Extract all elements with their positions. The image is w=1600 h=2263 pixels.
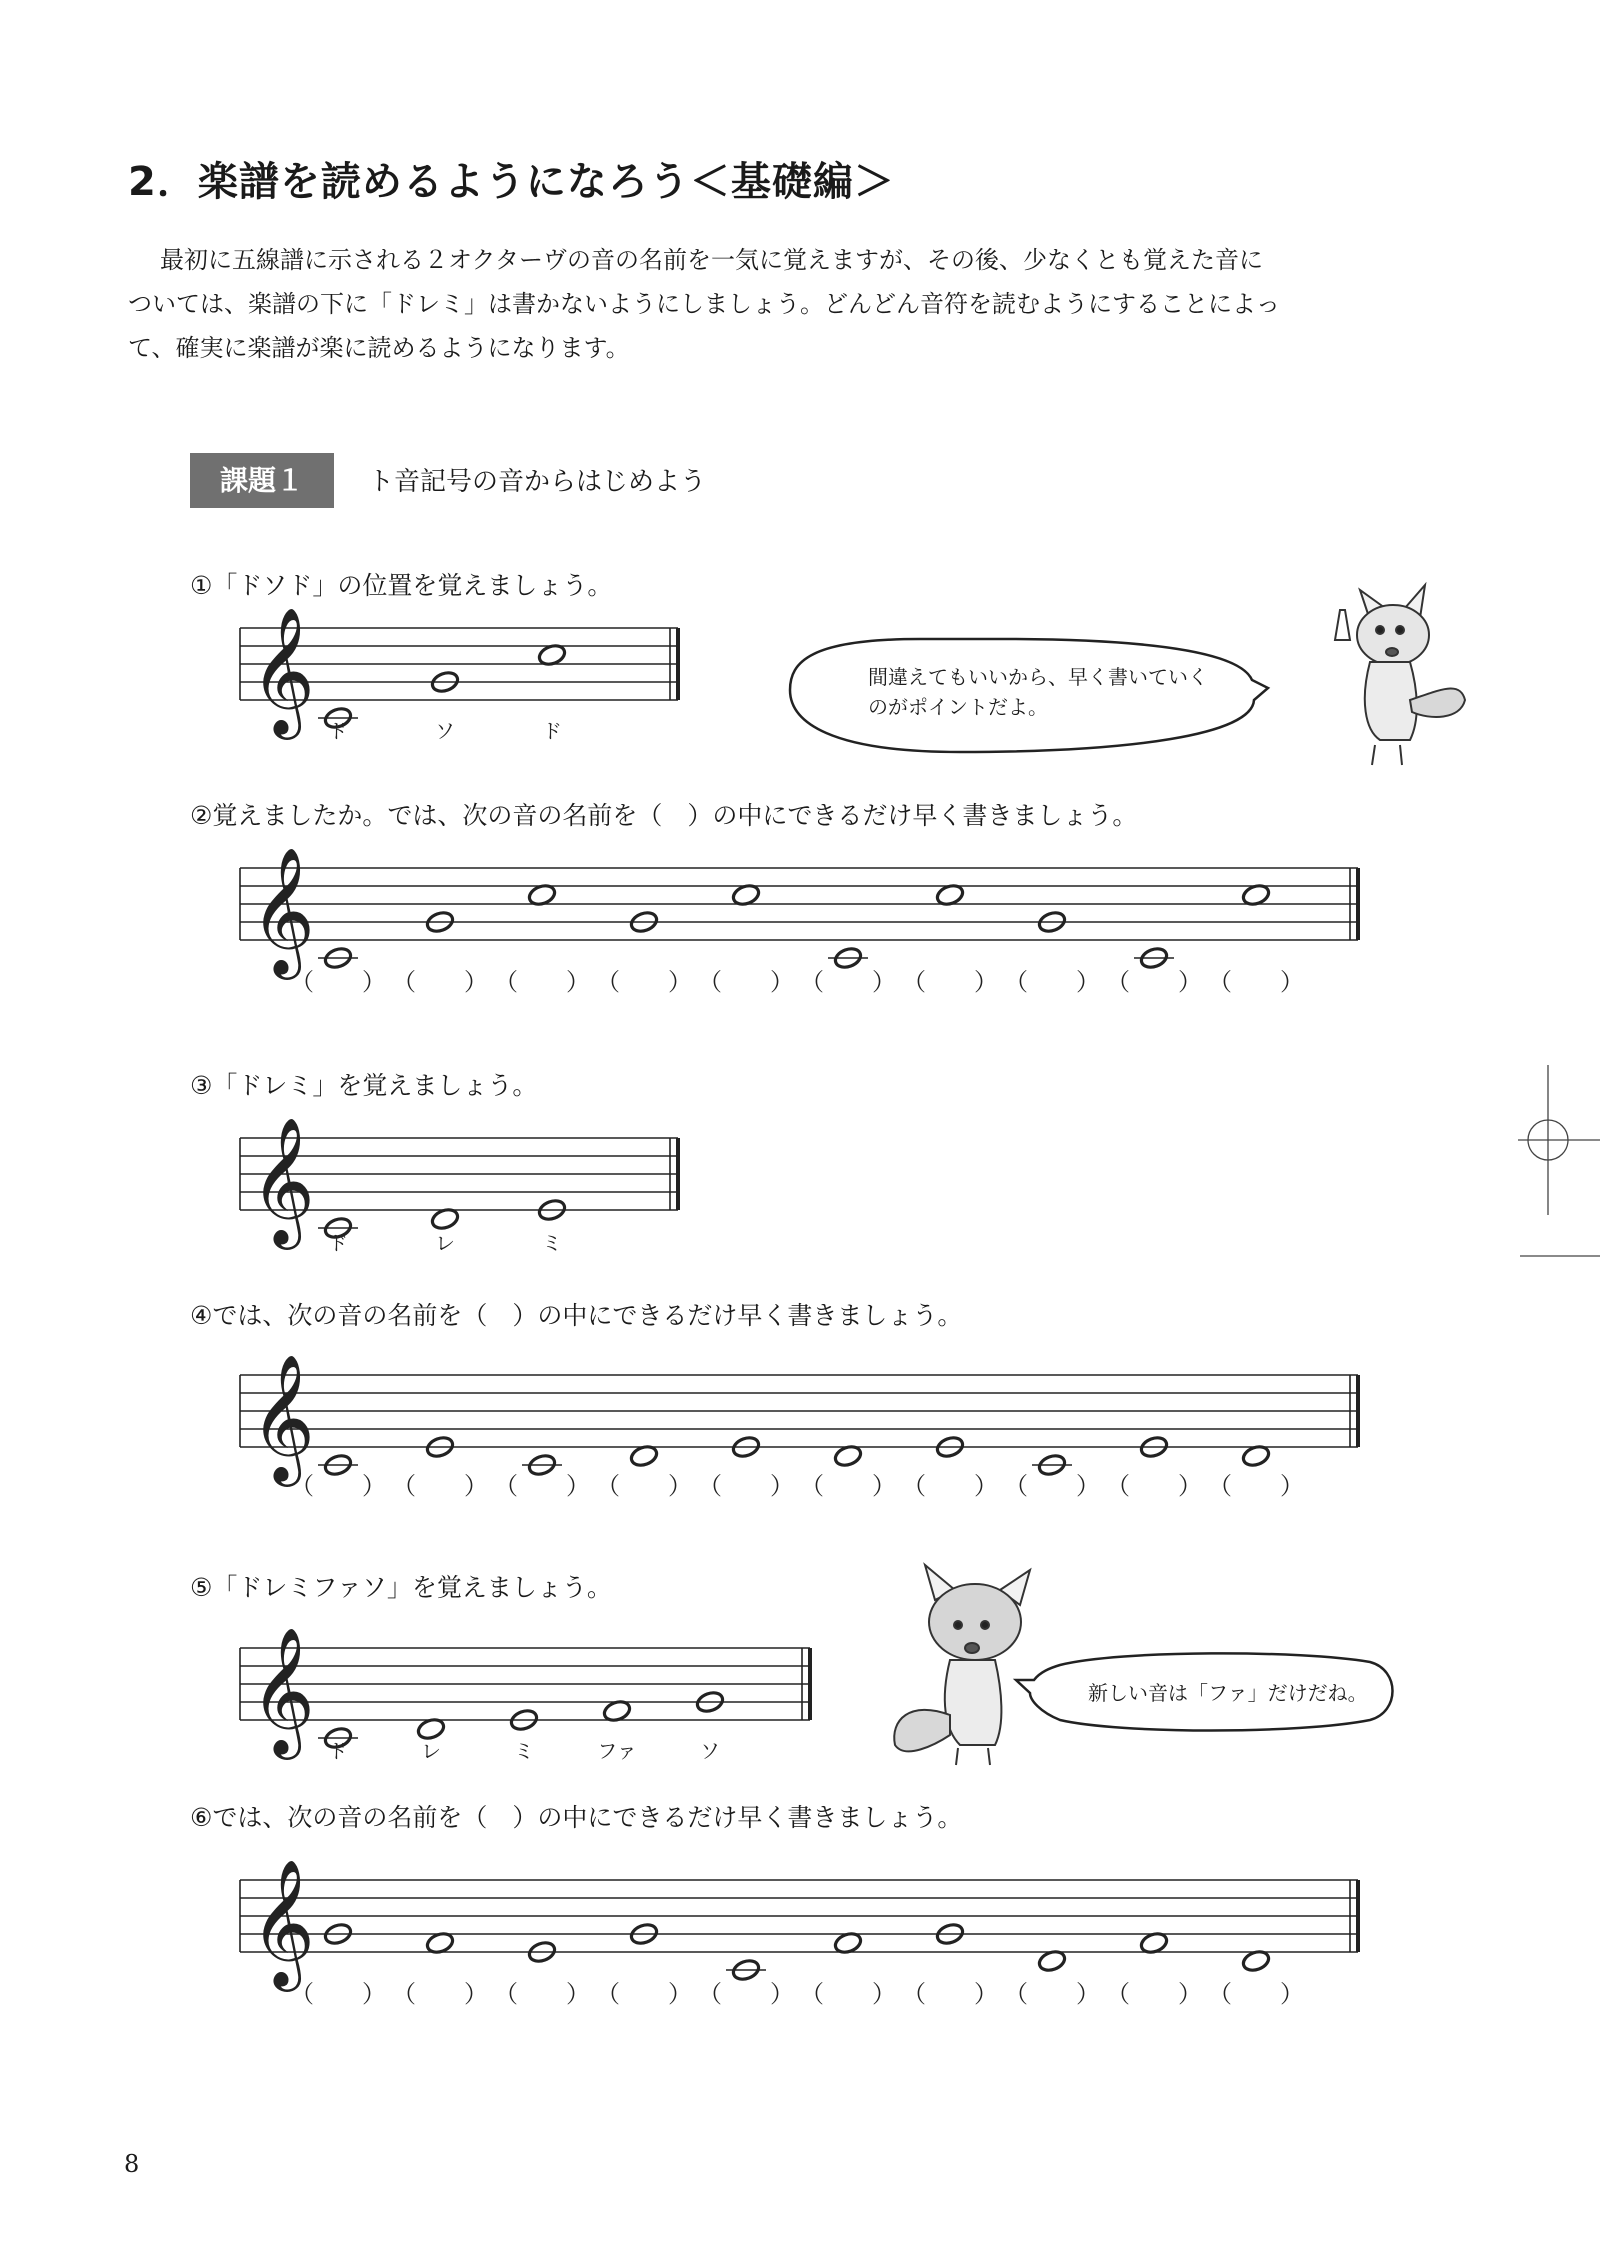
answer-blank[interactable]: （ ） [494, 1980, 590, 2008]
intro-line-2: ついては、楽譜の下に「ドレミ」は書かないようにしましょう。どんどん音符を読むようにすることによっ [128, 290, 1280, 318]
answer-blank[interactable]: （ ） [698, 968, 794, 996]
answer-blank[interactable]: （ ） [800, 1472, 896, 1500]
answer-blank[interactable]: （ ） [392, 968, 488, 996]
treble-clef-icon: 𝄞 [250, 1116, 316, 1244]
treble-clef-icon: 𝄞 [250, 1858, 316, 1986]
answer-blank[interactable]: （ ） [1208, 1472, 1304, 1500]
staff-4 [240, 1353, 1358, 1500]
answer-blank[interactable]: （ ） [596, 1472, 692, 1500]
exercise-1-instruction: ①「ドソド」の位置を覚えましょう。 [190, 571, 613, 600]
exercise-2-instruction: ②覚えましたか。では、次の音の名前を（ ）の中にできるだけ早く書きましょう。 [190, 801, 1138, 830]
note-label: ミ [514, 1739, 534, 1763]
treble-clef-icon: 𝄞 [250, 846, 316, 974]
answer-blank[interactable]: （ ） [698, 1472, 794, 1500]
answer-blank[interactable]: （ ） [290, 1472, 386, 1500]
answer-blank[interactable]: （ ） [1004, 1980, 1100, 2008]
answer-blank[interactable]: （ ） [494, 968, 590, 996]
bubble-1-line-1: 間違えてもいいから、早く書いていく [868, 665, 1208, 689]
answer-blank[interactable]: （ ） [1106, 1472, 1202, 1500]
note-label: ミ [542, 1231, 562, 1255]
answer-blank[interactable]: （ ） [1004, 968, 1100, 996]
note-label: レ [421, 1739, 441, 1763]
note-label: ド [328, 1231, 348, 1255]
answer-blank[interactable]: （ ） [1106, 968, 1202, 996]
intro-line-1: 最初に五線譜に示される２オクターヴの音の名前を一気に覚えますが、その後、少なくとも覚えた音に [160, 246, 1264, 274]
page-number: 8 [124, 2150, 140, 2178]
task-title: ト音記号の音からはじめよう [368, 467, 707, 497]
exercise-3-instruction: ③「ドレミ」を覚えましょう。 [190, 1071, 538, 1100]
staff-3 [240, 1116, 678, 1255]
note-label: ド [328, 719, 348, 743]
exercise-5-instruction: ⑤「ドレミファソ」を覚えましょう。 [190, 1573, 612, 1602]
answer-blank[interactable]: （ ） [494, 1472, 590, 1500]
treble-clef-icon: 𝄞 [250, 1626, 316, 1754]
note-label: ソ [700, 1739, 720, 1763]
treble-clef-icon: 𝄞 [250, 606, 316, 734]
staff-5 [240, 1626, 810, 1763]
answer-blank[interactable]: （ ） [596, 1980, 692, 2008]
staff-2 [240, 846, 1358, 996]
answer-blank[interactable]: （ ） [290, 968, 386, 996]
note-label: ド [328, 1739, 348, 1763]
answer-blank[interactable]: （ ） [1208, 968, 1304, 996]
treble-clef-icon: 𝄞 [250, 1353, 316, 1481]
fox-mascot-1 [1335, 585, 1465, 765]
answer-blank[interactable]: （ ） [1004, 1472, 1100, 1500]
note-label: ソ [435, 719, 455, 743]
exercise-6-instruction: ⑥では、次の音の名前を（ ）の中にできるだけ早く書きましょう。 [190, 1803, 963, 1832]
answer-blank[interactable]: （ ） [596, 968, 692, 996]
note-label: ファ [597, 1739, 637, 1763]
answer-blank[interactable]: （ ） [1106, 1980, 1202, 2008]
answer-blank[interactable]: （ ） [800, 968, 896, 996]
exercise-4-instruction: ④では、次の音の名前を（ ）の中にできるだけ早く書きましょう。 [190, 1301, 963, 1330]
answer-blank[interactable]: （ ） [902, 1980, 998, 2008]
staff-6 [240, 1858, 1358, 2008]
fox-mascot-2 [894, 1565, 1030, 1765]
note-label: レ [435, 1231, 455, 1255]
answer-blank[interactable]: （ ） [902, 968, 998, 996]
staff-1 [240, 606, 678, 743]
answer-blank[interactable]: （ ） [800, 1980, 896, 2008]
answer-blank[interactable]: （ ） [902, 1472, 998, 1500]
intro-line-3: て、確実に楽譜が楽に読めるようになります。 [128, 334, 630, 362]
bubble-1-line-2: のがポイントだよ。 [868, 695, 1048, 719]
answer-blank[interactable]: （ ） [698, 1980, 794, 2008]
note-label: ド [542, 719, 562, 743]
answer-blank[interactable]: （ ） [392, 1472, 488, 1500]
answer-blank[interactable]: （ ） [392, 1980, 488, 2008]
registration-mark-icon [1518, 1065, 1600, 1256]
task-badge: 課題１ [190, 453, 334, 508]
page-title: 2．楽譜を読めるようになろう＜基礎編＞ [128, 159, 895, 205]
bubble-2-line-1: 新しい音は「ファ」だけだね。 [1088, 1681, 1368, 1705]
answer-blank[interactable]: （ ） [290, 1980, 386, 2008]
answer-blank[interactable]: （ ） [1208, 1980, 1304, 2008]
